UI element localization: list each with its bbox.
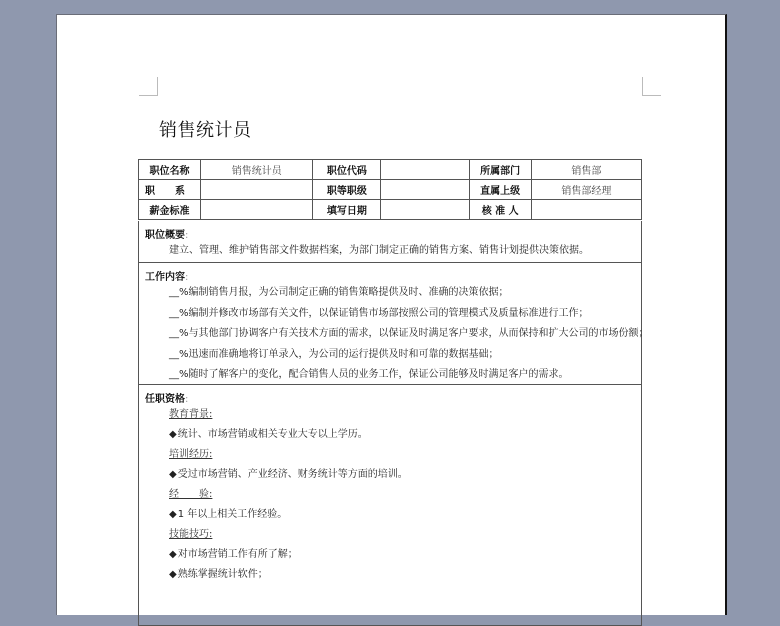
- qualifications-section: [138, 385, 642, 626]
- label-job-grade: 职等职级: [313, 180, 381, 200]
- value-position-name[interactable]: 销售统计员: [201, 160, 313, 180]
- diamond-bullet-icon: ◆: [169, 549, 177, 560]
- duties-heading: 工作内容:: [145, 272, 189, 283]
- value-fill-date[interactable]: [381, 200, 469, 220]
- margin-corner-mark-top-right: [642, 77, 661, 96]
- qualification-group-title-education: 教育背景:: [169, 409, 213, 420]
- qualification-group-title-skills: 技能技巧:: [169, 529, 213, 540]
- value-direct-supervisor[interactable]: 销售部经理: [531, 180, 641, 200]
- duty-item: __%编制并修改市场部有关文件，以保证销售市场部按照公司的管理模式及质量标准进行工作；: [169, 307, 589, 319]
- qualification-item: ◆1 年以上相关工作经验。: [169, 509, 288, 520]
- qualification-group-title-experience: 经 验:: [169, 489, 213, 500]
- label-job-family: 职 系: [139, 180, 201, 200]
- label-direct-supervisor: 直属上级: [469, 180, 531, 200]
- summary-section: [138, 221, 642, 263]
- duty-item: __%随时了解客户的变化，配合销售人员的业务工作，保证公司能够及时满足客户的需求。: [169, 369, 569, 380]
- document-title: 销售统计员: [159, 120, 252, 141]
- table-row: [139, 200, 642, 220]
- job-info-table: [138, 159, 642, 220]
- value-job-grade[interactable]: [381, 180, 469, 200]
- value-position-code[interactable]: [381, 160, 469, 180]
- table-row: [139, 180, 642, 200]
- duty-item: __%迅速而准确地将订单录入，为公司的运行提供及时和可靠的数据基础；: [169, 348, 499, 360]
- label-position-code: 职位代码: [313, 160, 381, 180]
- duty-item: __%与其他部门协调客户有关技术方面的需求，以保证及时满足客户要求，从而保持和扩大公司的市场份额；: [169, 328, 649, 339]
- qualification-group-title-training: 培训经历:: [169, 449, 213, 460]
- label-position-name: 职位名称: [139, 160, 201, 180]
- value-job-family[interactable]: [201, 180, 313, 200]
- qualification-item: ◆熟练掌握统计软件；: [169, 569, 268, 580]
- label-approver: 核 准 人: [469, 200, 531, 220]
- document-page: [56, 14, 727, 615]
- summary-heading: 职位概要:: [145, 230, 189, 241]
- value-salary-standard[interactable]: [201, 200, 313, 220]
- duties-section: [138, 263, 649, 385]
- qualification-item: ◆受过市场营销、产业经济、财务统计等方面的培训。: [169, 469, 408, 480]
- value-approver[interactable]: [531, 200, 641, 220]
- label-fill-date: 填写日期: [313, 200, 381, 220]
- duty-item: __%编制销售月报，为公司制定正确的销售策略提供及时、准确的决策依据；: [169, 287, 509, 298]
- summary-text: 建立、管理、维护销售部文件数据档案，为部门制定正确的销售方案、销售计划提供决策依据。: [169, 245, 589, 256]
- qualification-item: ◆统计、市场营销或相关专业大专以上学历。: [169, 429, 368, 440]
- margin-corner-mark-top-left: [139, 77, 158, 96]
- diamond-bullet-icon: ◆: [169, 469, 177, 480]
- label-department: 所属部门: [469, 160, 531, 180]
- diamond-bullet-icon: ◆: [169, 569, 177, 580]
- label-salary-standard: 薪金标准: [139, 200, 201, 220]
- qualification-item: ◆对市场营销工作有所了解；: [169, 549, 298, 560]
- qualifications-heading: 任职资格:: [145, 394, 189, 405]
- table-row: [139, 160, 642, 180]
- diamond-bullet-icon: ◆: [169, 429, 177, 440]
- diamond-bullet-icon: ◆: [169, 509, 177, 520]
- value-department[interactable]: 销售部: [531, 160, 641, 180]
